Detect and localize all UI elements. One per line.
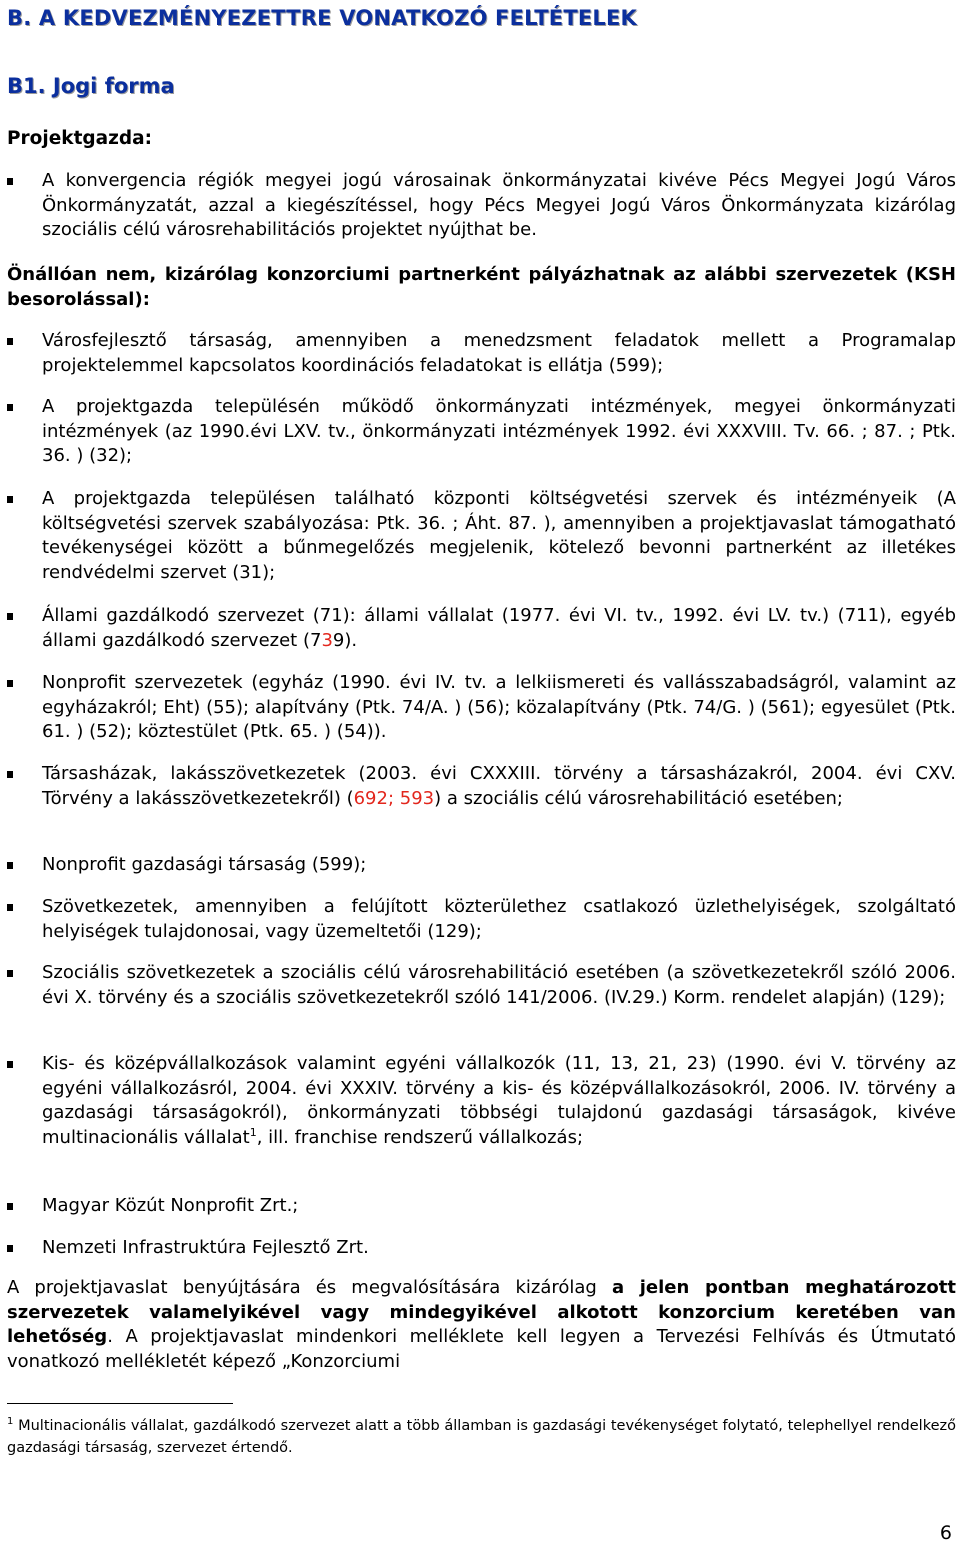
list-item — [7, 329, 956, 378]
bullet-icon — [7, 404, 13, 411]
list-item-text: Városfejlesztő társaság, amennyiben a menedzsment feladatok mellett a Programalap projektelemmel kapcsolatos koordinációs feladatokat is ellátja (599); — [42, 330, 956, 376]
list-item-text: Nonprofit szervezetek (egyház (1990. évi IV. tv. a lelkiismereti és vallásszabadságról, valamint az egyházakról; Eht) (55); alapítvány (Ptk. 74/A. ) (56); közalapítvány (Ptk. 74/G. ) (561); egyesület (Ptk. 61. ) (52); köztestület (Ptk. 65. ) (54)). — [42, 672, 956, 742]
projektgazda-list — [7, 169, 956, 243]
list-item-text-a: Kis- és középvállalkozások valamint egyéni vállalkozók (11, 13, 21, 23) (1990. évi V. törvény az egyéni vállalkozásról, 2004. évi XXXIV. törvény a kis- és középvállalkozásokról, 2006. IV. törvény a gazdasági társaságokról), önkormányzati többségi tulajdonú gazdasági társaságok, kivéve multinacionális vállalat — [42, 1053, 956, 1148]
bullet-icon — [7, 496, 13, 503]
konzorcium-intro-text: Önállóan nem, kizárólag konzorciumi partnerként pályázhatnak az alábbi szervezetek (KSH besorolással): — [7, 264, 956, 310]
footnote — [7, 1415, 956, 1459]
closing-paragraph — [7, 1276, 956, 1374]
list-item-text-a: Társasházak, lakásszövetkezetek (2003. évi CXXXIII. törvény a társasházakról, 2004. évi CXV. Törvény a lakásszövetkezetekről) ( — [42, 763, 956, 809]
partner-item-12 — [7, 1236, 956, 1261]
list-item — [7, 961, 956, 1010]
list-item-text: Nemzeti Infrastruktúra Fejlesztő Zrt. — [42, 1237, 369, 1258]
bullet-icon — [7, 1203, 13, 1210]
partner-item-9 — [7, 961, 956, 1010]
konzorcium-intro — [7, 263, 956, 312]
list-item-text: A konvergencia régiók megyei jogú városainak önkormányzatai kivéve Pécs Megyei Jogú Város Önkormányzatát, azzal a kiegészítéssel, hogy Pécs Megyei Jogú Város Önkormányzata kizárólag szociális célú városrehabilitációs projektet nyújthat be. — [42, 170, 956, 240]
list-item-text: Szociális szövetkezetek a szociális célú városrehabilitáció esetében (a szövetkezetekről szóló 2006. évi X. törvény és a szociális szövetkezetekről szóló 141/2006. (IV.29.) Korm. rendelet alapján) (129); — [42, 962, 956, 1008]
section-heading: B. A KEDVEZMÉNYEZETTRE VONATKOZÓ FELTÉTELEK — [7, 6, 637, 30]
partner-item-5 — [7, 671, 956, 745]
list-item — [7, 853, 956, 878]
closing-text-a: A projektjavaslat benyújtására és megvalósítására kizárólag — [7, 1277, 612, 1298]
list-item-text: A projektgazda településen található központi költségvetési szervek és intézményeik (A költségvetési szervek szabályozása: Ptk. 36. ; Áht. 87. ), amennyiben a projektjavaslat támogatható tevékenységei között a bűnmegelőzés megjelenik, kötelező bevonni partnerként az illetékes rendvédelmi szervet (31); — [42, 488, 956, 583]
page-number: 6 — [939, 1522, 952, 1544]
subsection-heading: B1. Jogi forma — [7, 74, 175, 98]
partner-item-8 — [7, 895, 956, 944]
list-item — [7, 1194, 956, 1219]
bullet-icon — [7, 1245, 13, 1252]
partner-item-11 — [7, 1194, 956, 1219]
highlighted-text: 692; — [353, 787, 395, 809]
list-item — [7, 895, 956, 944]
bullet-icon — [7, 862, 13, 869]
list-item-text-a: Állami gazdálkodó szervezet (71): állami vállalat (1977. évi VI. tv., 1992. évi LV. tv.) (711), egyéb állami gazdálkodó szervezet (7 — [42, 605, 956, 651]
list-item — [7, 169, 956, 243]
bullet-icon — [7, 680, 13, 687]
list-item-text-b: 9). — [332, 629, 358, 651]
footnote-mark: 1 — [7, 1416, 14, 1428]
bullet-icon — [7, 338, 13, 345]
list-item — [7, 671, 956, 745]
bullet-icon — [7, 613, 13, 620]
partner-item-2 — [7, 395, 956, 469]
closing-text — [7, 1276, 956, 1374]
bullet-icon — [7, 178, 13, 185]
bullet-icon — [7, 771, 13, 778]
list-item-text: A projektgazda településén működő önkormányzati intézmények, megyei önkormányzati intézmények (az 1990.évi LXV. tv., önkormányzati intézmények 1992. évi XXXVIII. Tv. 66. ; 87. ; Ptk. 36. ) (32); — [42, 396, 956, 466]
bullet-icon — [7, 970, 13, 977]
highlighted-text: 3 — [321, 629, 333, 651]
partner-item-3 — [7, 487, 956, 585]
list-item — [7, 604, 956, 653]
list-item — [7, 1052, 956, 1150]
bullet-icon — [7, 1061, 13, 1068]
list-item — [7, 395, 956, 469]
partner-item-10 — [7, 1052, 956, 1150]
list-item — [7, 487, 956, 585]
list-item-text: Szövetkezetek, amennyiben a felújított közterülethez csatlakozó üzlethelyiségek, szolgáltató helyiségek tulajdonosai, vagy üzemeltetői (129); — [42, 896, 956, 942]
footnote-text: Multinacionális vállalat, gazdálkodó szervezet alatt a több államban is gazdasági tevékenységet folytató, telephellyel rendelkező gazdasági társaság, szervezet értendő. — [7, 1418, 956, 1456]
list-item-text: Magyar Közút Nonprofit Zrt.; — [42, 1195, 299, 1216]
list-item-text-b: , ill. franchise rendszerű vállalkozás; — [256, 1126, 584, 1148]
partner-item-4 — [7, 604, 956, 653]
list-item-text: Nonprofit gazdasági társaság (599); — [42, 854, 367, 875]
list-item — [7, 762, 956, 811]
list-item-text-c: ) a szociális célú városrehabilitáció esetében; — [434, 787, 843, 809]
highlighted-text: 593 — [399, 787, 435, 809]
bullet-icon — [7, 904, 13, 911]
list-item — [7, 1236, 956, 1261]
footnote-divider — [7, 1403, 233, 1404]
footnote-reference: 1 — [249, 1125, 257, 1139]
partner-item-7 — [7, 853, 956, 878]
partner-item-1 — [7, 329, 956, 378]
closing-bold-text: a jelen pontban meghatározott szervezetek valamelyikével vagy mindegyikével alkotott konzorcium keretében van lehetőség — [7, 1277, 956, 1347]
partner-item-6 — [7, 762, 956, 811]
projektgazda-label: Projektgazda: — [7, 128, 153, 149]
closing-text-b: . A projektjavaslat mindenkori melléklete kell legyen a Tervezési Felhívás és Útmutató vonatkozó mellékletét képező „Konzorciumi — [7, 1326, 956, 1372]
